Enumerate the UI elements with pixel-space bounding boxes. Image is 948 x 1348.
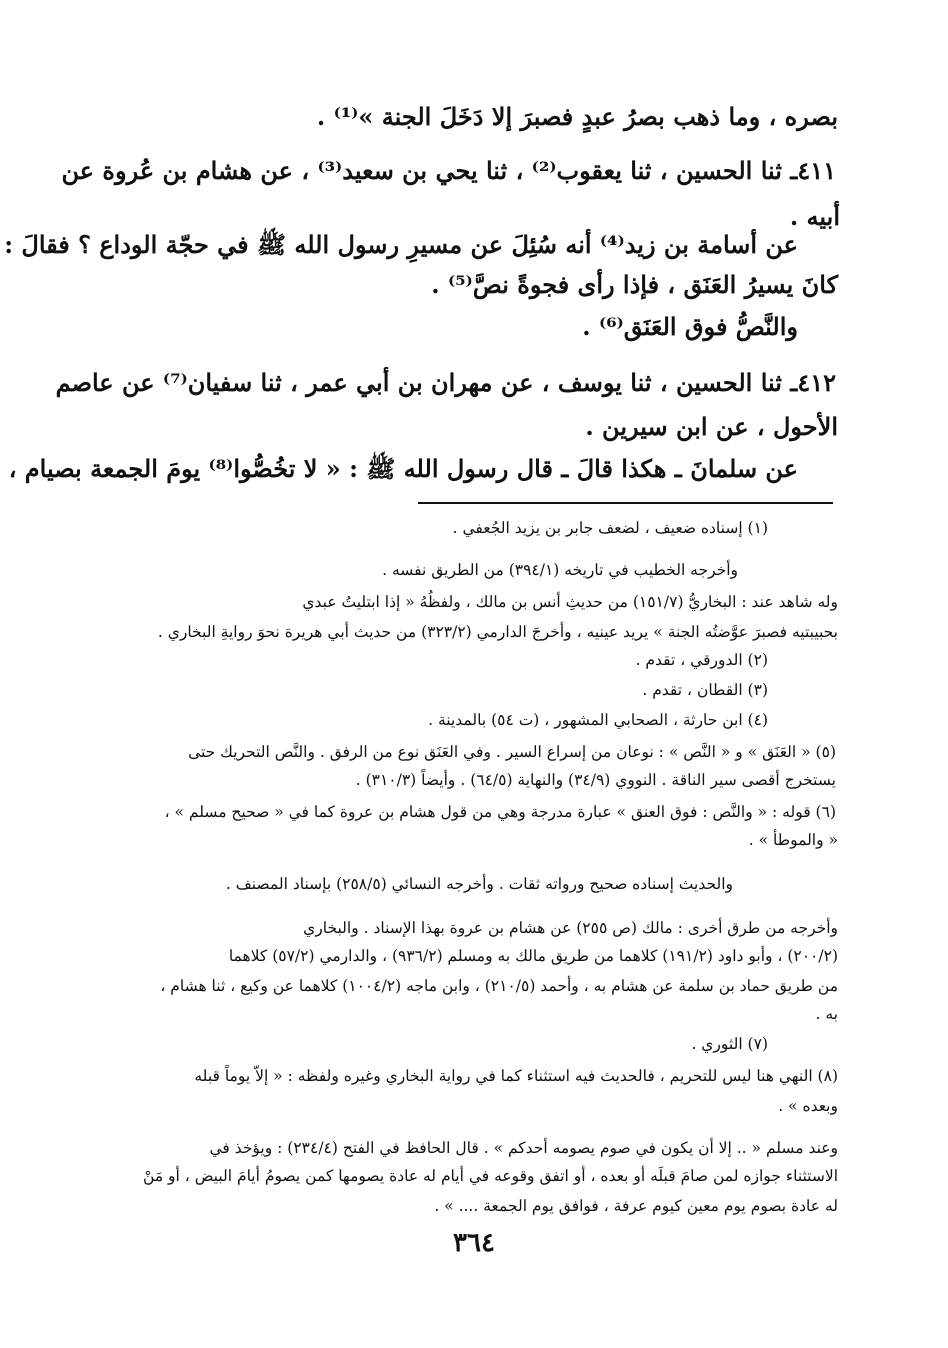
footnote-line: من طريق حماد بن سلمة عن هشام به ، وأحمد (٢١٠/٥) ، وابن ماجه (١٠٠٤/٢) كلاهما عن وكيع ، ثنا هشام ، <box>160 977 838 995</box>
main-text-line: كانَ يسيرُ العَنَق ، فإذا رأى فجوةً نصَّ⁽⁵⁾ . <box>431 270 838 299</box>
footnote-line: (٢٠٠/٢) ، وأبو داود (١٩١/٢) كلاهما من طريق مالك به ومسلم (٩٣٦/٢) ، والدارمي (٥٧/٢) كلاهما <box>228 947 838 965</box>
footnote-line: وبعده » . <box>778 1097 838 1115</box>
footnote-line: (٦) قوله : « والنَّص : فوق العنق » عبارة مدرجة وهي من قول هشام بن عروة كما في « صحيح مسلم » ، <box>164 803 836 821</box>
footnote-line: يستخرج أقصى سير الناقة . النووي (٣٤/٩) والنهاية (٦٤/٥) . وأيضاً (٣١٠/٣) . <box>355 771 836 789</box>
footnote-separator <box>418 502 833 504</box>
main-text-line: عن أسامة بن زيد⁽⁴⁾ أنه سُئِلَ عن مسيرِ رسول الله ﷺ في حجّة الوداع ؟ فقالَ : <box>4 230 798 259</box>
main-text-line: عن سلمانَ ـ هكذا قالَ ـ قال رسول الله ﷺ : « لا تخُصُّوا⁽⁸⁾ يومَ الجمعة بصيام ، <box>8 454 798 483</box>
footnote-line: به . <box>815 1005 838 1023</box>
footnote-line: وأخرجه الخطيب في تاريخه (٣٩٤/١) من الطريق نفسه . <box>382 561 738 579</box>
footnote-line: والحديث إسناده صحيح ورواته ثقات . وأخرجه النسائي (٢٥٨/٥) بإسناد المصنف . <box>225 875 733 893</box>
footnote-line: (٥) « العَنَق » و « النَّص » : نوعان من إسراع السير . وفي العَنَق نوع من الرفق . والنَّص التحريك حتى <box>188 743 836 761</box>
main-text-line: ٤١٢ـ ثنا الحسين ، ثنا يوسف ، عن مهران بن أبي عمر ، ثنا سفيان⁽⁷⁾ عن عاصم <box>55 368 836 397</box>
main-text-line: الأحول ، عن ابن سيرين . <box>585 412 838 441</box>
main-text-line: بصره ، وما ذهب بصرُ عبدٍ فصبرَ إلا دَخَلَ الجنة »⁽¹⁾ . <box>316 102 838 131</box>
footnote-line: بحبيبتيه فصبرَ عوَّضتُه الجنة » يريد عينيه ، وأخرجَ الدارمي (٣٢٣/٢) من حديث أبي هريرة نحوَ روايةِ البخاري . <box>157 623 838 641</box>
footnote-line: (٨) النهي هنا ليس للتحريم ، فالحديث فيه استثناء كما في رواية البخاري وغيره ولفظه : « إلاّ يوماً قبله <box>194 1067 838 1085</box>
footnote-line: (٢) الدورقي ، تقدم . <box>635 651 768 669</box>
footnote-line: وأخرجه من طرق أخرى : مالك (ص ٢٥٥) عن هشام بن عروة بهذا الإسناد . والبخاري <box>303 919 838 937</box>
footnote-line: وعند مسلم « .. إلا أن يكون في صوم يصومه أحدكم » . قال الحافظ في الفتح (٢٣٤/٤) : ويؤخذ في <box>209 1139 838 1157</box>
main-text-line: والنَّصُّ فوق العَنَق⁽⁶⁾ . <box>582 312 798 341</box>
main-text-line: ٤١١ـ ثنا الحسين ، ثنا يعقوب⁽²⁾ ، ثنا يحي بن سعيد⁽³⁾ ، عن هشام بن عُروة عن <box>61 156 836 185</box>
footnote-line: (٤) ابن حارثة ، الصحابي المشهور ، (ت ٥٤) بالمدينة . <box>428 711 768 729</box>
footnote-line: وله شاهد عند : البخاريُّ (١٥١/٧) من حديثِ أنس بن مالك ، ولفظُهُ « إذا ابتليتُ عبدي <box>302 593 838 611</box>
footnote-line: (٧) الثوري . <box>691 1035 768 1053</box>
footnote-line: الاستثناء جوازه لمن صامَ قبلَه أو بعده ، أو اتفق وقوعه في أيام له عادة يصومها كمن يصومُ أيامَ البيض ، أو مَنْ <box>143 1167 838 1185</box>
footnote-line: له عادة بصوم يوم معين كيوم عرفة ، فوافق يوم الجمعة .... » . <box>434 1197 838 1215</box>
footnote-line: « والموطأ » . <box>748 831 838 849</box>
main-text-line: أبيه . <box>789 202 840 231</box>
footnote-line: (١) إسناده ضعيف ، لضعف جابر بن يزيد الجُعفي . <box>452 519 768 537</box>
page-number: ٣٦٤ <box>453 1228 495 1258</box>
footnote-line: (٣) القطان ، تقدم . <box>642 681 768 699</box>
